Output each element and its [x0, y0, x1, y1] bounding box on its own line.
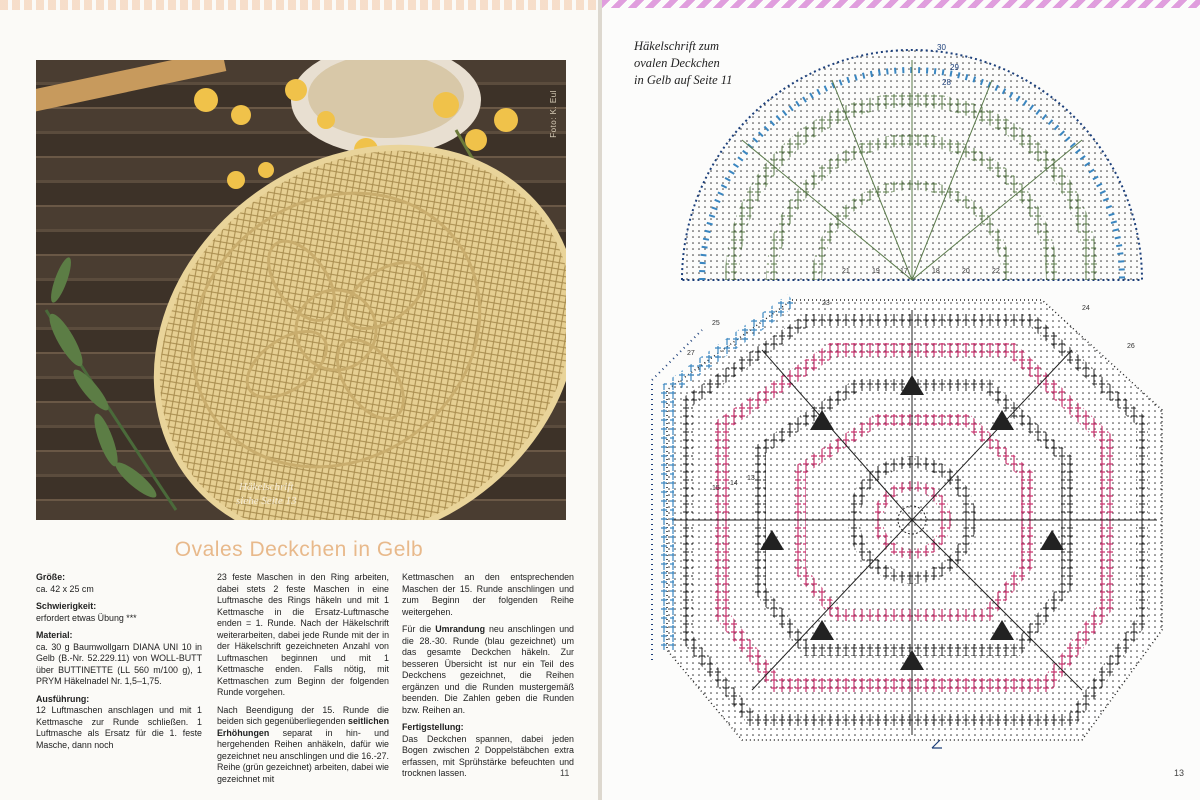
doily-illustration: [36, 60, 566, 520]
row-label: 15: [712, 485, 720, 492]
row-label: 14: [730, 480, 738, 487]
finishing-heading: Fertigstellung:: [402, 722, 464, 732]
material-text: ca. 30 g Baumwollgarn DIANA UNI 10 in Gelb (B.-Nr. 52.229.11) von WOLL-BUTT über BUTTINETTE (LL 560 m/100 g), 1 PRYM Häkelnadel Nr. 1,5–1,75.: [36, 641, 202, 686]
row-label: 21: [842, 268, 850, 275]
doily-photo: [36, 60, 566, 520]
row-label: 25: [712, 320, 720, 327]
row-label: 24: [1082, 305, 1090, 312]
chart-caption-line1: Häkelschrift zum: [634, 39, 720, 53]
page-number-left: 11: [560, 768, 570, 778]
right-page: [602, 0, 1200, 800]
row-label: 26: [1127, 343, 1135, 350]
photo-caption-line1: Häkelschrift: [239, 481, 294, 493]
col3-p2-end: neu anschlingen und die 28.-30. Runde (blau gezeichnet) um das gesamte Deckchen häkeln. Zur besseren Übersicht ist nur ein Teil des Deckchens gezeichnet, die Reihen ergänzen und die Runden mustergemäß beenden. Die Zahlen geben die Runden bzw. Reihen an.: [402, 624, 574, 715]
difficulty-heading: Schwierigkeit:: [36, 601, 97, 611]
material-heading: Material:: [36, 630, 73, 640]
row-label: 23: [822, 300, 830, 307]
photo-caption: [236, 480, 296, 508]
size-heading: Größe:: [36, 572, 66, 582]
row-label: 28: [942, 78, 951, 87]
row-label: 27: [687, 350, 695, 357]
row-label: 19: [872, 268, 880, 275]
row-label: 13: [747, 475, 755, 482]
chart-caption-line3: in Gelb auf Seite 11: [634, 73, 733, 87]
row-label: 30: [937, 43, 946, 52]
col2-paragraph-1: 23 feste Maschen in den Ring arbeiten, dabei stets 2 feste Maschen in eine Luftmasche des Rings häkeln und mit 1 Kettmasche in die Ersatz-Luftmasche enden = 1. Runde. Nach der Häkelschrift weiterarbeiten, dabei jede Runde mit der in der Häkelschrift gezeichneten Anzahl von Luftmaschen beginnen und mit 1 Kettmasche enden. Falls nötig, mit Kettmaschen zum Beginn der folgenden Runde vorgehen.: [217, 572, 389, 697]
chart-caption-line2: ovalen Deckchen: [634, 56, 720, 70]
photo-caption-line2: siehe Seite 13: [236, 495, 297, 507]
col2-p2-start: Nach Beendigung der 15. Runde die beiden sich gegenüberliegenden: [217, 704, 389, 726]
page-title: Ovales Deckchen in Gelb: [174, 538, 424, 561]
instructions-heading: Ausführung:: [36, 693, 90, 704]
difficulty-value: erfordert etwas Übung ***: [36, 612, 137, 623]
finishing-text: Das Deckchen spannen, dabei jeden Bogen zwischen 2 Doppelstäbchen extra erfassen, mit Sprühstärke befeuchten und trocknen lassen.: [402, 733, 574, 778]
row-label: 20: [962, 268, 970, 275]
col3-paragraph-1: Kettmaschen an den entsprechenden Maschen der 15. Runde anschlingen und zum Beginn der folgenden Reihe weitergehen.: [402, 572, 574, 617]
text-column-2: [217, 572, 389, 791]
row-label: 29: [950, 63, 959, 72]
top-decoration-right: [602, 0, 1200, 8]
text-column-1: [36, 572, 202, 757]
row-label: 18: [932, 268, 940, 275]
text-column-3: [402, 572, 574, 786]
row-label: 22: [992, 268, 1000, 275]
left-page: [0, 0, 598, 800]
row-label: 17: [900, 268, 908, 275]
instructions-text: 12 Luftmaschen anschlagen und mit 1 Kettmasche zur Runde schließen. 1 Luftmasche als Ersatz für die 1. feste Masche, dann noch: [36, 705, 202, 750]
col2-paragraph-2: [217, 705, 389, 786]
col3-paragraph-2: [402, 624, 574, 716]
col3-p2-start: Für die: [402, 624, 436, 634]
size-value: ca. 42 x 25 cm: [36, 583, 94, 594]
photo-credit: Foto: K. Eul: [549, 90, 558, 138]
top-decoration: [0, 0, 598, 10]
col2-p2-end: separat in hin- und hergehenden Reihen anhäkeln, dafür wie gezeichnet neu anschlingen und die 16.-27. Reihe (grün gezeichnet) arbeiten, dabei wie gezeichnet mit: [217, 727, 389, 784]
chart-caption: [634, 38, 764, 89]
col2-p2-bold: seitlichen Erhöhungen: [217, 716, 389, 738]
page-number-right: 13: [1174, 768, 1185, 778]
col3-p2-bold: Umrandung: [435, 624, 485, 634]
crochet-chart: [642, 30, 1172, 760]
